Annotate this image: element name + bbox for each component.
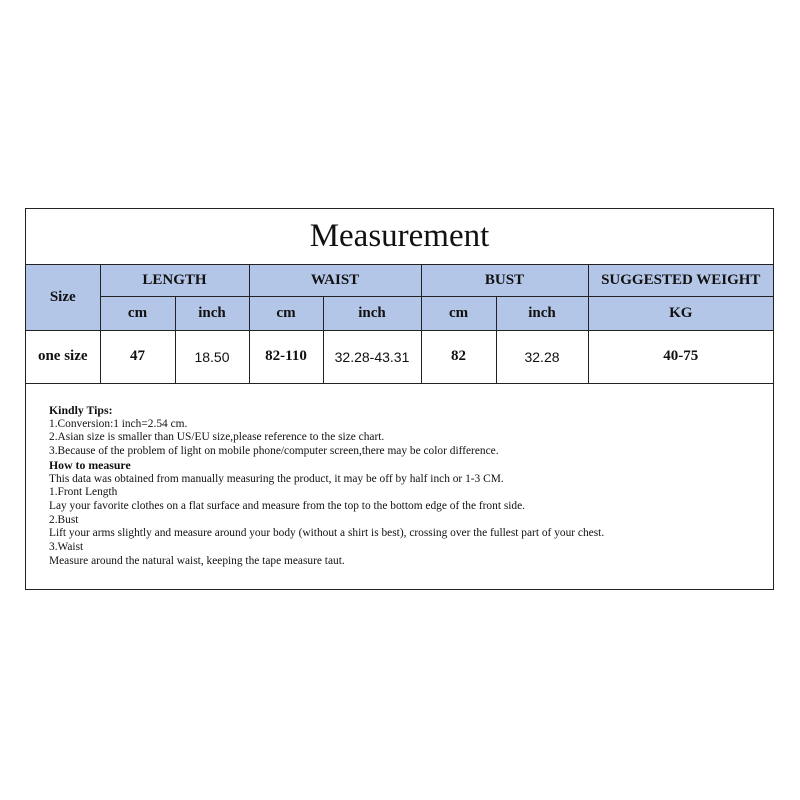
bust-cm-cell: 82 [421,330,496,383]
waist-inch-header: inch [323,296,421,330]
waist-cm-cell: 82-110 [249,330,323,383]
waist-inch-cell: 32.28-43.31 [323,330,421,383]
tips-section [26,383,773,568]
bust-inch-header: inch [496,296,588,330]
waist-text: Measure around the natural waist, keeping the tape measure taut. [49,554,345,567]
length-inch-cell: 18.50 [175,330,249,383]
bust-text: Lift your arms slightly and measure around your body (without a shirt is best), crossing over the fullest part of your chest. [49,527,605,540]
front-length-title: 1.Front Length [49,486,118,499]
tip-color-difference: 3.Because of the problem of light on mobile phone/computer screen,there may be color difference. [49,445,499,458]
tip-conversion: 1.Conversion:1 inch=2.54 cm. [49,417,188,430]
table-header-row [26,265,773,296]
bust-column-header: BUST [421,265,588,296]
page-title: Measurement [26,209,773,265]
measurement-chart [25,208,774,590]
waist-column-header: WAIST [249,265,421,296]
weight-column-header: SUGGESTED WEIGHT [588,265,773,296]
measure-intro: This data was obtained from manually measuring the product, it may be off by half inch or 1-3 CM. [49,472,504,485]
length-inch-header: inch [175,296,249,330]
table-units-row [26,296,773,330]
bust-inch-cell: 32.28 [496,330,588,383]
length-cm-cell: 47 [100,330,175,383]
front-length-text: Lay your favorite clothes on a flat surface and measure from the top to the bottom edge of the front side. [49,499,526,512]
tip-asian-size: 2.Asian size is smaller than US/EU size,please reference to the size chart. [49,431,385,444]
kindly-tips-heading: Kindly Tips: [49,403,113,417]
waist-cm-header: cm [249,296,323,330]
length-cm-header: cm [100,296,175,330]
bust-cm-header: cm [421,296,496,330]
table-row [26,330,773,383]
weight-kg-cell: 40-75 [588,330,773,383]
waist-title: 3.Waist [49,541,84,554]
size-column-header: Size [26,265,100,330]
size-table [26,265,773,384]
weight-kg-header: KG [588,296,773,330]
bust-title: 2.Bust [49,513,79,526]
how-to-measure-heading: How to measure [49,457,131,472]
length-column-header: LENGTH [100,265,249,296]
size-cell: one size [26,330,100,383]
